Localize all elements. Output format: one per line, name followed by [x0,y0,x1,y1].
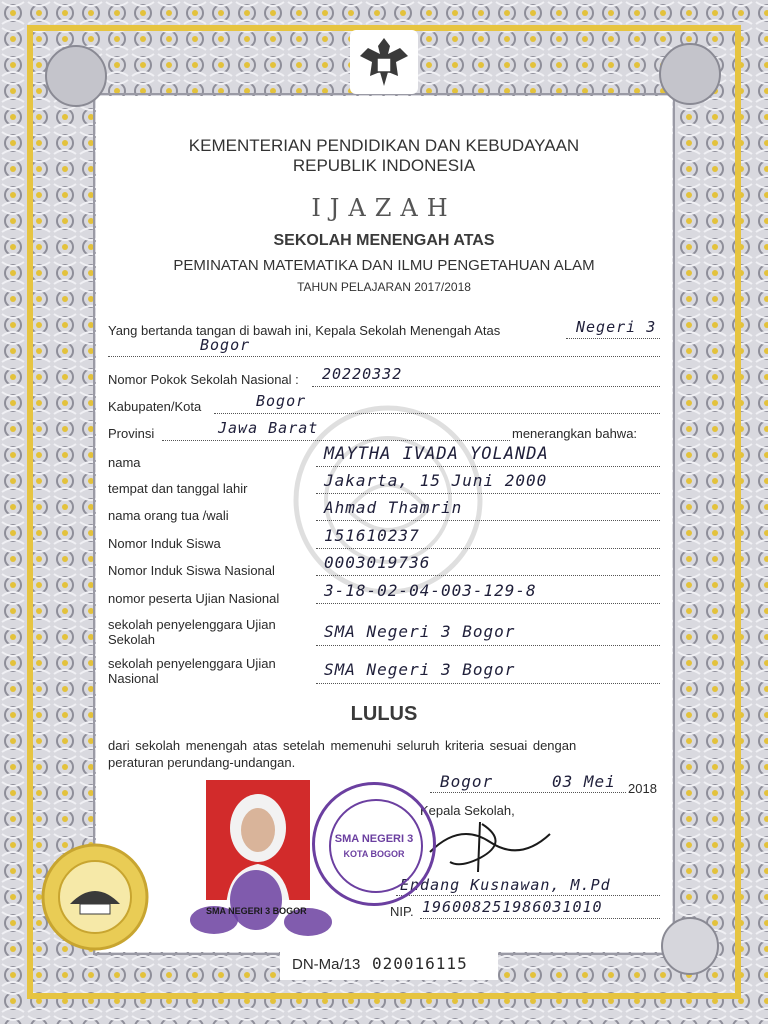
school-stamp [312,782,436,906]
serial-prefix: DN-Ma/13 [292,956,361,973]
field-sekolah-us-label-2: Sekolah [108,632,155,647]
principal-name-dots [396,895,660,896]
field-provinsi-label: Provinsi [108,426,155,441]
sign-role: Kepala Sekolah, [420,803,515,818]
ministry-line-1: KEMENTERIAN PENDIDIKAN DAN KEBUDAYAAN [188,136,580,155]
field-sekolah-un-label-1: sekolah penyelenggara Ujian [108,656,276,671]
signature-scribble-icon [420,812,570,882]
field-nama-dots [316,466,660,467]
field-sekolah-un-dots [316,683,660,684]
field-kota-value: Bogor [256,392,307,410]
ministry-seal-icon [40,842,150,952]
result-text-line-2: peraturan perundang-undangan. [108,755,296,770]
stamp-school: SMA NEGERI 3 [334,833,414,845]
field-kota-dots [214,413,660,414]
field-sekolah-un-label-2: Nasional [108,671,159,686]
nip-label: NIP. [390,904,414,919]
field-npsn-label: Nomor Pokok Sekolah Nasional : [108,372,299,387]
school-stamp-inner-ring [329,799,423,893]
field-sekolah-us-value: SMA Negeri 3 Bogor [324,622,516,641]
field-sekolah-un-value: SMA Negeri 3 Bogor [324,660,516,679]
result-text-line-1: dari sekolah menengah atas setelah memenuhi seluruh kriteria sesuai dengan [108,738,577,753]
sign-date: 03 Mei [552,772,616,791]
intro-dots-1 [566,338,660,339]
intro-value-2: Bogor [200,336,251,354]
field-ttl-value: Jakarta, 15 Juni 2000 [324,471,548,490]
field-sekolah-us-label-1: sekolah penyelenggara Ujian [108,617,276,632]
intro-dots-2 [108,356,660,357]
field-nisn-label: Nomor Induk Siswa Nasional [108,563,275,578]
field-npsn-dots [312,386,660,387]
sign-place: Bogor [440,772,494,791]
nip-value: 196008251986031010 [422,898,603,916]
ministry-line-2: REPUBLIK INDONESIA [292,156,476,175]
field-ortu-dots [316,520,660,521]
field-un-value: 3-18-02-04-003-129-8 [324,581,537,600]
photo-caption: SMA NEGERI 3 BOGOR [206,906,307,916]
nip-dots [420,918,660,919]
field-nama-value: MAYTHA IVADA YOLANDA [324,444,549,464]
result-lulus: LULUS [350,703,418,725]
serial-number: 020016115 [372,954,468,973]
field-un-label: nomor peserta Ujian Nasional [108,591,280,606]
field-provinsi-suffix: menerangkan bahwa: [512,426,638,441]
sign-year: 2018 [628,781,657,796]
field-ttl-label: tempat dan tanggal lahir [108,481,248,496]
field-nis-value: 151610237 [324,526,420,545]
field-nisn-value: 0003019736 [324,553,431,572]
field-ortu-value: Ahmad Thamrin [324,498,463,517]
field-nis-dots [316,548,660,549]
intro-text: Yang bertanda tangan di bawah ini, Kepala Sekolah Menengah Atas [108,323,501,338]
field-nis-label: Nomor Induk Siswa [108,536,221,551]
school-level: SEKOLAH MENENGAH ATAS [273,232,495,249]
field-npsn-value: 20220332 [322,365,403,383]
field-sekolah-us-dots [316,645,660,646]
academic-year: TAHUN PELAJARAN 2017/2018 [297,280,471,294]
field-un-dots [316,603,660,604]
intro-value-1: Negeri 3 [576,318,657,336]
page-title: IJAZAH [311,194,457,222]
stamp-city: KOTA BOGOR [343,849,405,859]
field-kota-label: Kabupaten/Kota [108,399,202,414]
field-provinsi-dots [162,440,510,441]
garuda-emblem-icon [354,32,414,92]
field-ttl-dots [316,493,660,494]
program-name: PEMINATAN MATEMATIKA DAN ILMU PENGETAHUAN ALAM [173,257,595,274]
field-nisn-dots [316,575,660,576]
sign-dots [430,792,626,793]
field-nama-label: nama [108,455,141,470]
field-ortu-label: nama orang tua /wali [108,508,229,523]
principal-name: Endang Kusnawan, M.Pd [400,876,611,894]
field-provinsi-value: Jawa Barat [218,419,319,437]
